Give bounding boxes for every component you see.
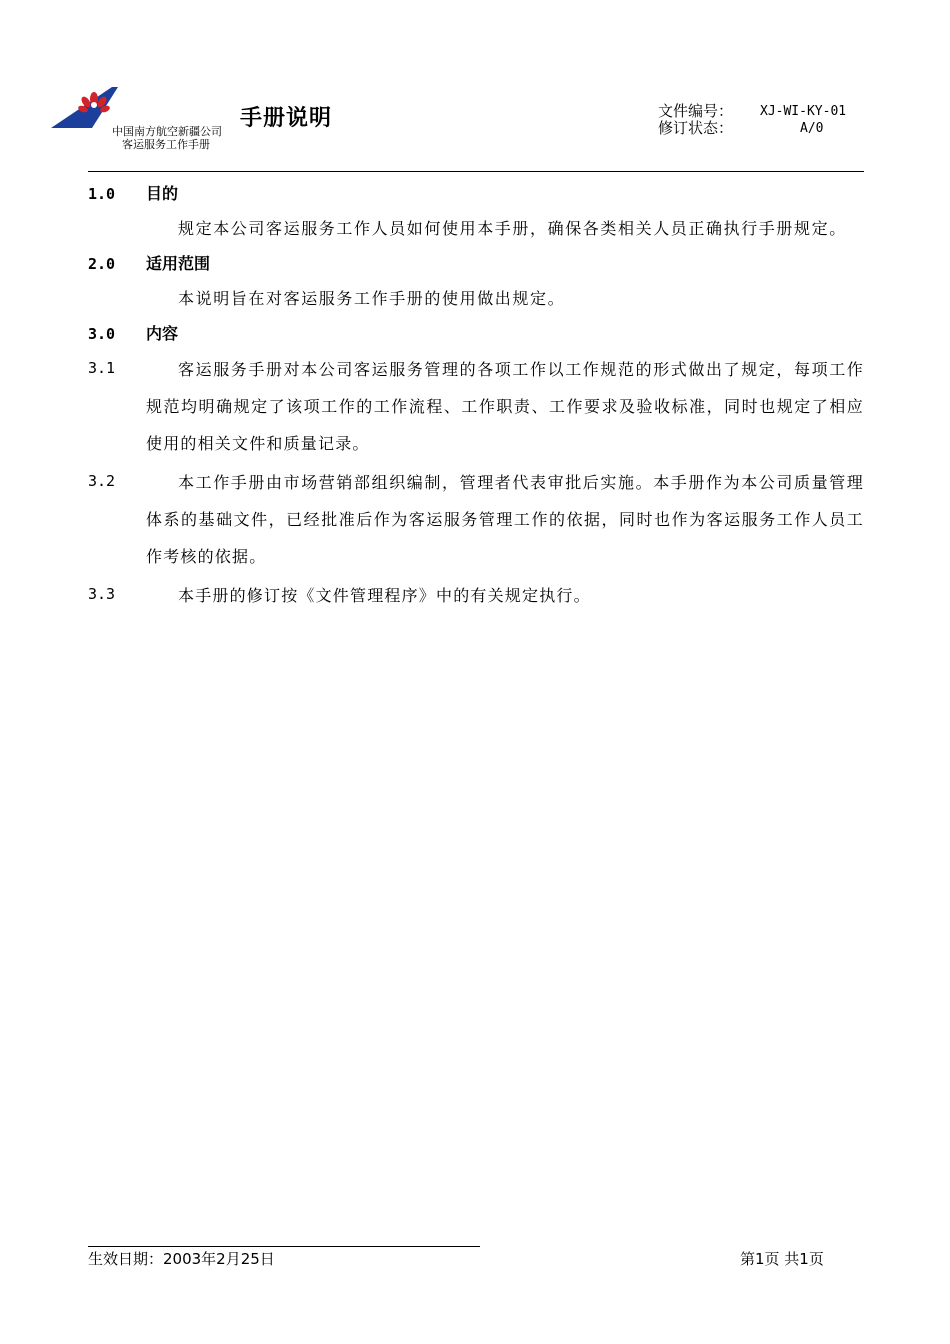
doc-number-value: XJ-WI-KY-01 bbox=[760, 104, 847, 119]
section-title: 目的 bbox=[146, 184, 179, 203]
item-text: 本工作手册由市场营销部组织编制，管理者代表审批后实施。本手册作为本公司质量管理体系的基础文件，已经批准后作为客运服务管理工作的依据，同时也作为客运服务工作人员工作考核的依据。 bbox=[146, 473, 864, 566]
company-logo-icon bbox=[50, 84, 118, 130]
header-divider bbox=[88, 171, 864, 172]
footer-divider bbox=[88, 1246, 480, 1247]
section-heading-content bbox=[88, 316, 864, 351]
section-title: 内容 bbox=[146, 324, 179, 343]
section-heading-scope bbox=[88, 246, 864, 281]
effective-date: 生效日期：2003年2月25日 bbox=[88, 1250, 275, 1268]
item-text: 客运服务手册对本公司客运服务管理的各项工作以工作规范的形式做出了规定，每项工作规范均明确规定了该项工作的工作流程、工作职责、工作要求及验收标准，同时也规定了相应使用的相关文件和质量记录。 bbox=[146, 360, 864, 453]
revision-value: A/0 bbox=[800, 121, 824, 136]
item-number: 3.2 bbox=[88, 472, 116, 490]
doc-number-row bbox=[658, 102, 847, 120]
content-item-3-3 bbox=[88, 577, 864, 614]
item-text: 本手册的修订按《文件管理程序》中的有关规定执行。 bbox=[178, 586, 591, 605]
company-name-line2: 客运服务工作手册 bbox=[122, 138, 210, 151]
doc-number-label: 文件编号： bbox=[658, 102, 734, 120]
page-number: 第1页 共1页 bbox=[740, 1250, 824, 1268]
revision-label: 修订状态： bbox=[658, 119, 734, 137]
company-name-line1: 中国南方航空新疆公司 bbox=[112, 125, 222, 138]
document-title: 手册说明 bbox=[240, 106, 333, 131]
content-item-3-1 bbox=[88, 351, 864, 462]
section-title: 适用范围 bbox=[146, 254, 211, 273]
item-number: 3.3 bbox=[88, 585, 116, 603]
item-number: 3.1 bbox=[88, 359, 116, 377]
section-heading-purpose bbox=[88, 176, 864, 211]
company-name bbox=[112, 125, 222, 151]
section-number: 3.0 bbox=[88, 325, 116, 343]
section-number: 1.0 bbox=[88, 185, 116, 203]
revision-row bbox=[658, 119, 824, 137]
document-body bbox=[88, 176, 864, 614]
section-number: 2.0 bbox=[88, 255, 116, 273]
section-text-scope: 本说明旨在对客运服务工作手册的使用做出规定。 bbox=[178, 289, 566, 308]
document-meta bbox=[658, 102, 847, 137]
content-item-3-2 bbox=[88, 464, 864, 575]
section-text-purpose: 规定本公司客运服务工作人员如何使用本手册，确保各类相关人员正确执行手册规定。 bbox=[178, 219, 847, 238]
